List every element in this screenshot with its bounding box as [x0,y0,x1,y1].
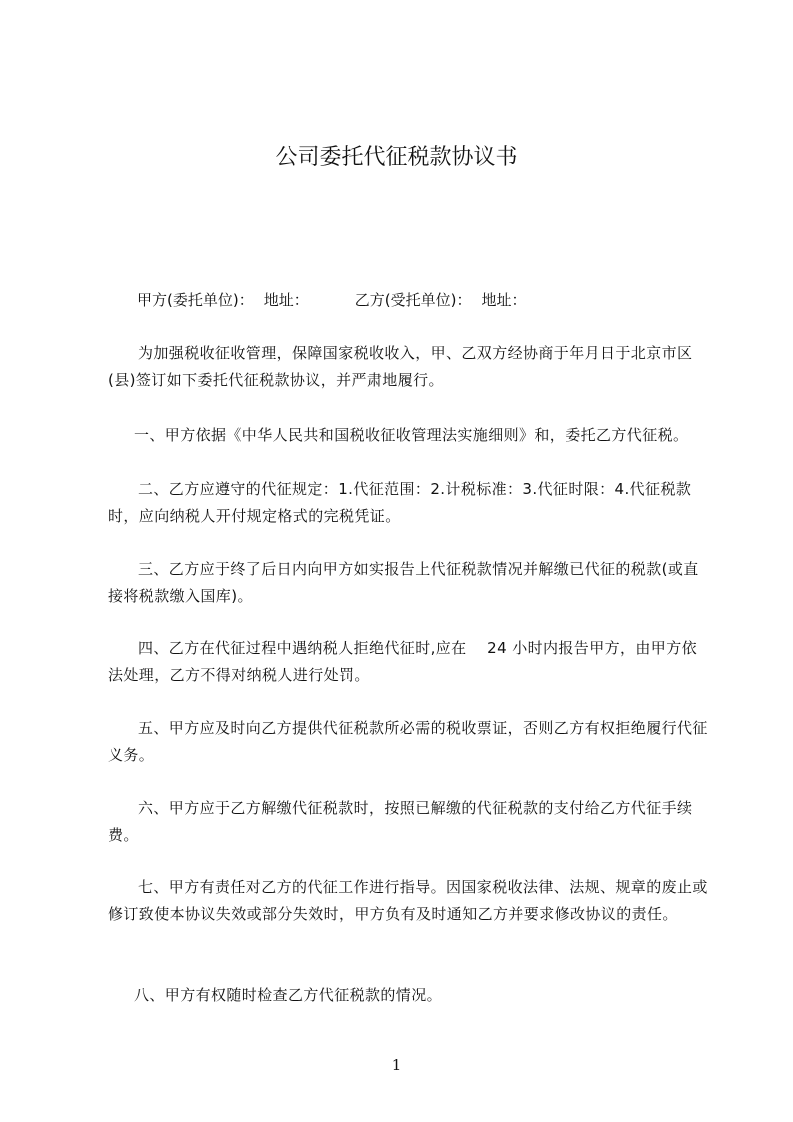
intro-paragraph: 为加强税收征收管理，保障国家税收收入，甲、乙双方经协商于年月日于北京市区(县)签订如下委托代征税款协议，并严肃地履行。 [108,344,693,389]
party-a-address-label: 地址： [263,291,309,309]
clause-2: 二、乙方应遵守的代征规定：1.代征范围：2.计税标准：3.代征时限：4.代征税款时，应向纳税人开付规定格式的完税凭证。 [108,480,692,525]
clause-7: 七、甲方有责任对乙方的代征工作进行指导。因国家税收法律、法规、规章的废止或修订致使本协议失效或部分失效时，甲方负有及时通知乙方并要求修改协议的责任。 [108,878,708,923]
clause-1: 一、甲方依据《中华人民共和国税收征收管理法实施细则》和，委托乙方代征税。 [134,426,689,444]
clause-4: 四、乙方在代征过程中遇纳税人拒绝代征时,应在 24 小时内报告甲方，由甲方依法处理，乙方不得对纳税人进行处罚。 [108,639,697,684]
clause-8: 八、甲方有权随时检查乙方代征税款的情况。 [134,986,443,1004]
party-a-label: 甲方(委托单位)： [137,291,254,309]
parties-line [137,290,526,310]
clause-5: 五、甲方应及时向乙方提供代征税款所必需的税收票证，否则乙方有权拒绝履行代征义务。 [108,719,708,764]
clause-6: 六、甲方应于乙方解缴代征税款时，按照已解缴的代征税款的支付给乙方代征手续费。 [108,799,693,844]
clause-3: 三、乙方应于终了后日内向甲方如实报告上代征税款情况并解缴已代征的税款(或直接将税款缴入国库)。 [108,560,699,605]
party-b-address-label: 地址： [481,291,527,309]
page-number: 1 [391,1056,402,1074]
document-title: 公司委托代征税款协议书 [275,145,518,170]
party-b-label: 乙方(受托单位)： [354,291,472,309]
